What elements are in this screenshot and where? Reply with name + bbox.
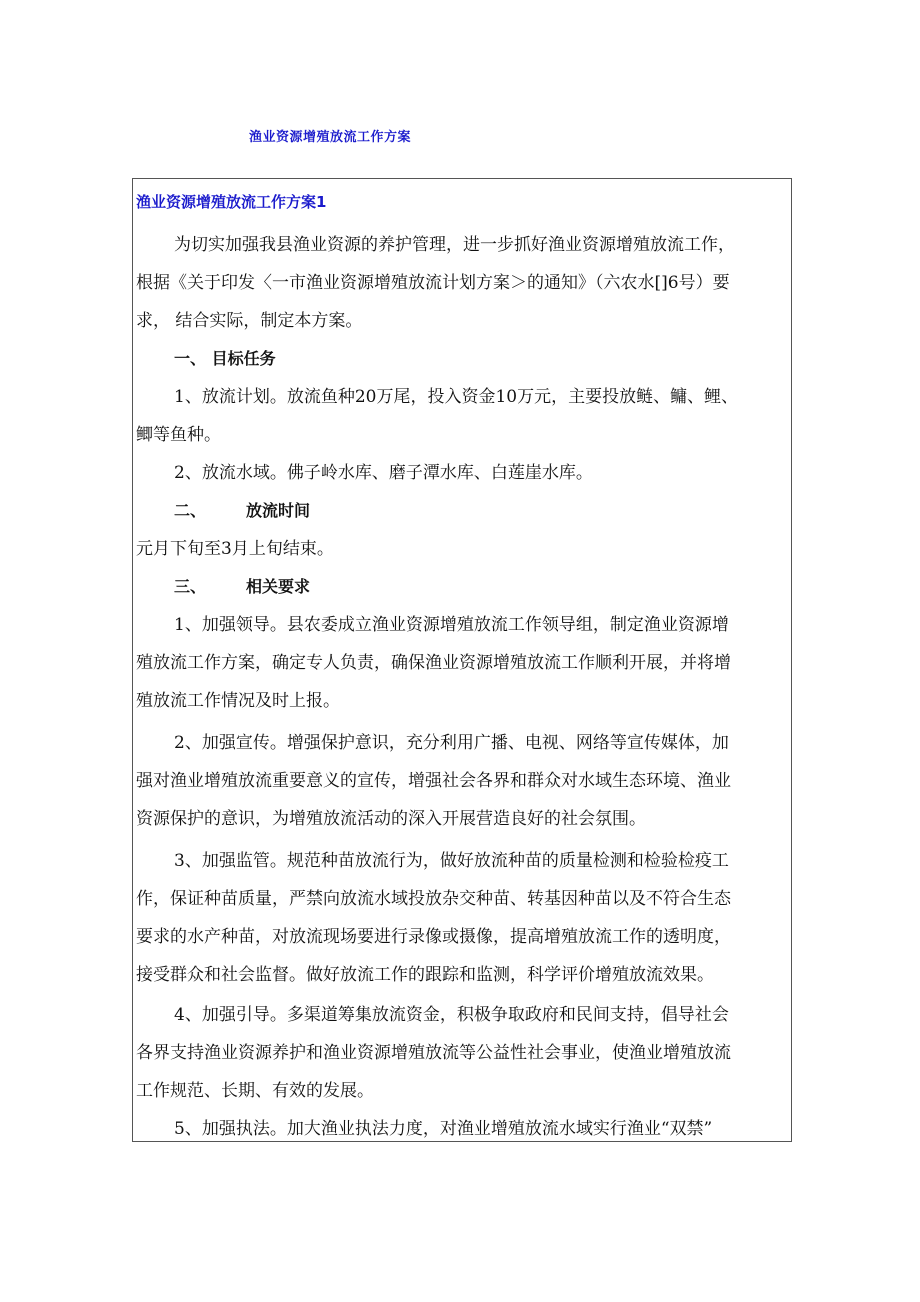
paragraph-line: 资源保护的意识，为增殖放流活动的深入开展营造良好的社会氛围。	[136, 809, 646, 829]
part3-heading	[174, 575, 310, 599]
paragraph-line: 强对渔业增殖放流重要意义的宣传，增强社会各界和群众对水域生态环境、渔业	[136, 771, 731, 791]
paragraph-line: 2、加强宣传。增强保护意识，充分利用广播、电视、网络等宣传媒体，加	[174, 733, 729, 753]
paragraph-line: 殖放流工作情况及时上报。	[136, 691, 340, 711]
part3-heading-text: 相关要求	[246, 577, 311, 596]
intro-line: 为切实加强我县渔业资源的养护管理，进一步抓好渔业资源增殖放流工作，	[174, 235, 735, 255]
paragraph-line: 2、放流水域。佛子岭水库、磨子潭水库、白莲崖水库。	[174, 463, 593, 483]
intro-line: 求， 结合实际，制定本方案。	[136, 311, 363, 331]
paragraph-line: 作，保证种苗质量，严禁向放流水域投放杂交种苗、转基因种苗以及不符合生态	[136, 889, 731, 909]
paragraph-line: 1、放流计划。放流鱼种20万尾，投入资金10万元，主要投放鲢、鳙、鲤、	[174, 387, 739, 407]
paragraph-line: 要求的水产种苗，对放流现场要进行录像或摄像，提高增殖放流工作的透明度，	[136, 927, 731, 947]
part3-heading-number: 三、	[174, 577, 207, 596]
paragraph-line: 各界支持渔业资源养护和渔业资源增殖放流等公益性社会事业，使渔业增殖放流	[136, 1043, 731, 1063]
paragraph-line: 接受群众和社会监督。做好放流工作的跟踪和监测，科学评价增殖放流效果。	[136, 965, 714, 985]
intro-line: 根据《关于印发〈一市渔业资源增殖放流计划方案＞的通知》（六农水[]6号）要	[136, 273, 730, 293]
part2-heading-number: 二、	[174, 501, 207, 520]
paragraph-line: 1、加强领导。县农委成立渔业资源增殖放流工作领导组，制定渔业资源增	[174, 615, 729, 635]
part1-heading: 一、 目标任务	[174, 349, 276, 368]
paragraph-line: 3、加强监管。规范种苗放流行为，做好放流种苗的质量检测和检验检疫工	[174, 851, 729, 871]
section-heading: 渔业资源增殖放流工作方案1	[136, 193, 327, 211]
paragraph-line: 工作规范、长期、有效的发展。	[136, 1081, 374, 1101]
part2-heading-text: 放流时间	[246, 501, 311, 520]
paragraph-line: 元月下旬至3月上旬结束。	[136, 539, 334, 559]
paragraph-line: 鲫等鱼种。	[136, 425, 221, 445]
part2-heading	[174, 499, 310, 523]
paragraph-line: 殖放流工作方案，确定专人负责，确保渔业资源增殖放流工作顺利开展，并将增	[136, 653, 731, 673]
document-title: 渔业资源增殖放流工作方案	[249, 130, 412, 145]
paragraph-line: 5、加强执法。加大渔业执法力度，对渔业增殖放流水域实行渔业“双禁”	[174, 1119, 713, 1139]
paragraph-line: 4、加强引导。多渠道筹集放流资金，积极争取政府和民间支持，倡导社会	[174, 1005, 729, 1025]
